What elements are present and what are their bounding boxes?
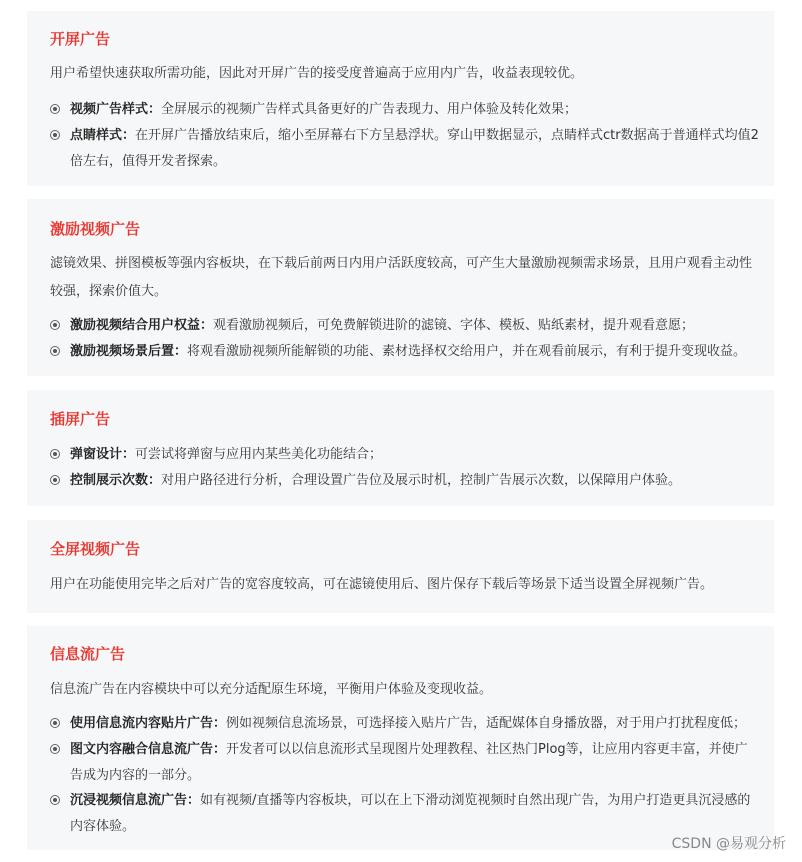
list-item [50,737,760,789]
section-paragraph: 用户在功能使用完毕之后对广告的宽容度较高，可在滤镜使用后、图片保存下载后等场景下适当设置全屏视频广告。 [50,577,714,592]
list-item [50,123,760,175]
item-text: 例如视频信息流场景，可选择接入贴片广告，适配媒体自身播放器，对于用户打扰程度低； [226,716,747,731]
item-label: 点睛样式： [70,128,136,143]
section-title: 信息流广告 [50,645,126,663]
radio-bullet-icon [50,475,60,485]
item-text: 将观看激励视频所能解锁的功能、素材选择权交给用户，并在观看前展示，有利于提升变现收益。 [187,344,747,359]
radio-bullet-icon [50,320,60,330]
section-rewarded-video-ad [27,199,774,376]
item-text: 如有视频/直播等内容板块，可以在上下滑动浏览视频时自然出现广告，为用户打造更具沉浸感的内容体验。 [70,793,751,834]
radio-bullet-icon [50,130,60,140]
list-item [50,313,760,339]
item-label: 控制展示次数： [70,473,162,488]
section-title: 激励视频广告 [50,220,141,238]
item-text: 可尝试将弹窗与应用内某些美化功能结合； [135,447,383,462]
item-label: 弹窗设计： [70,447,136,462]
section-paragraph: 信息流广告在内容模块中可以充分适配原生环境，平衡用户体验及变现收益。 [50,682,493,697]
list-item [50,711,760,737]
list-item [50,339,760,365]
list-item [50,468,760,494]
section-title: 开屏广告 [50,30,111,48]
csdn-watermark: CSDN @易观分析 [671,836,786,852]
radio-bullet-icon [50,104,60,114]
radio-bullet-icon [50,795,60,805]
radio-bullet-icon [50,449,60,459]
item-label: 视频广告样式： [70,102,162,117]
list-item [50,442,760,468]
radio-bullet-icon [50,744,60,754]
item-label: 激励视频场景后置： [70,344,188,359]
section-paragraph: 用户希望快速获取所需功能，因此对开屏广告的接受度普遍高于应用内广告，收益表现较优。 [50,66,584,81]
item-label: 沉浸视频信息流广告： [70,793,201,808]
item-label: 图文内容融合信息流广告： [70,742,227,757]
section-paragraph: 滤镜效果、拼图模板等强内容板块，在下载后前两日内用户活跃度较高，可产生大量激励视频需求场景，且用户观看主动性较强，探索价值大。 [50,256,753,299]
section-title: 全屏视频广告 [50,540,141,558]
radio-bullet-icon [50,718,60,728]
section-interstitial-ad [27,390,774,506]
list-item [50,788,760,840]
item-label: 使用信息流内容贴片广告： [70,716,227,731]
item-text: 观看激励视频后，可免费解锁进阶的滤镜、字体、模板、贴纸素材，提升观看意愿； [213,318,695,333]
section-splash-ad [27,11,774,186]
section-feed-ad [27,626,774,850]
list-item [50,97,760,123]
radio-bullet-icon [50,346,60,356]
section-title: 插屏广告 [50,410,111,428]
item-label: 激励视频结合用户权益： [70,318,214,333]
item-text: 在开屏广告播放结束后，缩小至屏幕右下方呈悬浮状。穿山甲数据显示，点睛样式ctr数据高于普通样式均值2倍左右，值得开发者探索。 [70,128,759,169]
item-text: 全屏展示的视频广告样式具备更好的广告表现力、用户体验及转化效果； [161,102,578,117]
item-text: 开发者可以以信息流形式呈现图片处理教程、社区热门Plog等，让应用内容更丰富，并使广告成为内容的一部分。 [70,742,748,783]
section-fullscreen-video-ad [27,520,774,613]
item-text: 对用户路径进行分析，合理设置广告位及展示时机，控制广告展示次数，以保障用户体验。 [161,473,682,488]
